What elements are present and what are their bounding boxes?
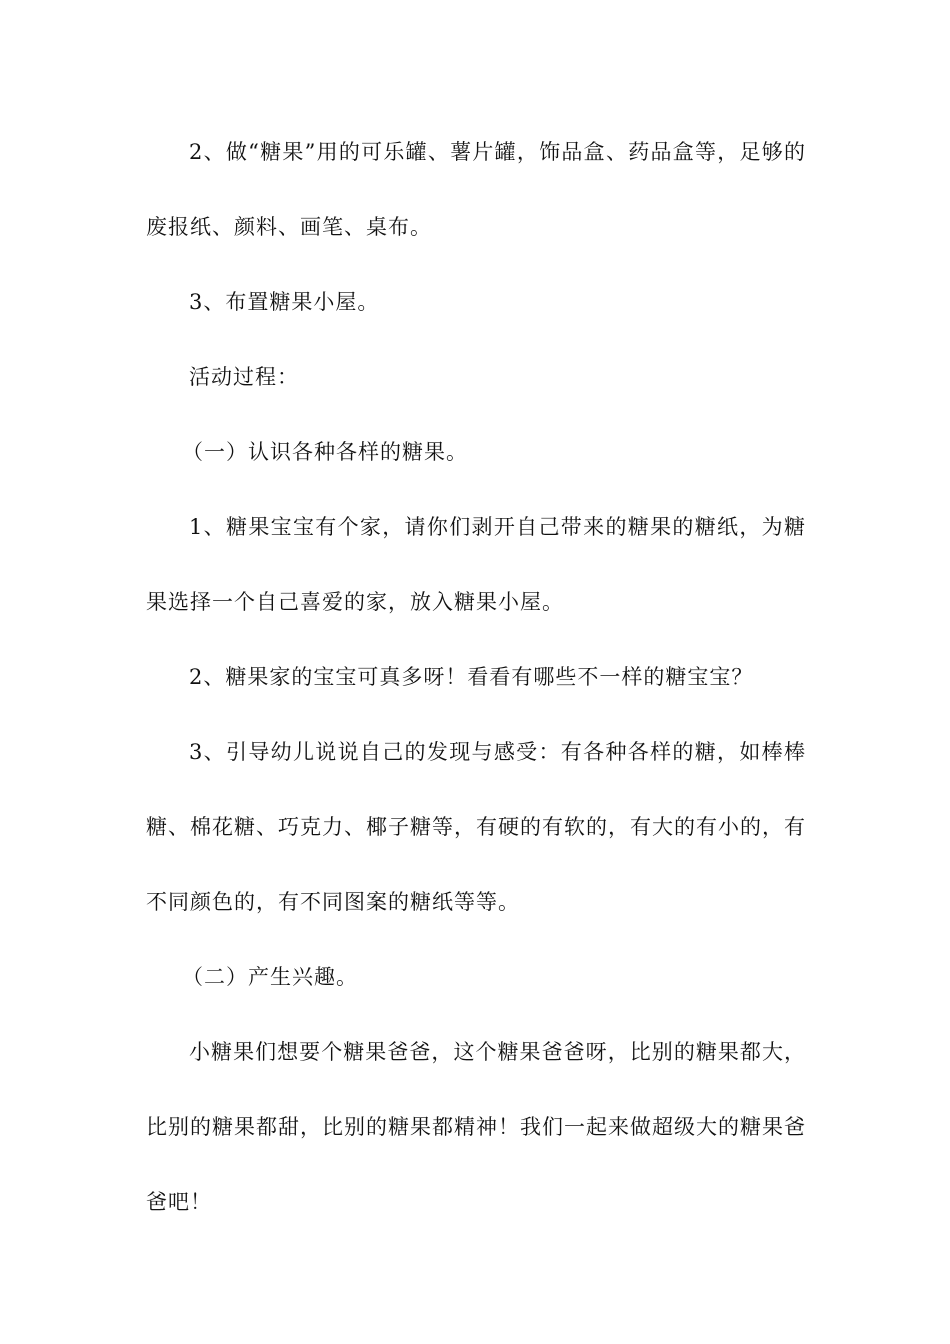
document-body bbox=[146, 115, 806, 1240]
subheading-part-2: （二）产生兴趣。 bbox=[182, 965, 358, 989]
paragraph-materials-2: 2、做“糖果”用的可乐罐、薯片罐，饰品盒、药品盒等，足够的废报纸、颜料、画笔、桌布。 bbox=[146, 140, 806, 239]
paragraph-step-1: 1、糖果宝宝有个家，请你们剥开自己带来的糖果的糖纸，为糖果选择一个自己喜爱的家，放入糖果小屋。 bbox=[146, 515, 806, 614]
paragraph-materials-3: 3、布置糖果小屋。 bbox=[189, 290, 380, 314]
paragraph-step-2: 2、糖果家的宝宝可真多呀！看看有哪些不一样的糖宝宝？ bbox=[189, 665, 754, 689]
paragraph-candy-father: 小糖果们想要个糖果爸爸，这个糖果爸爸呀，比别的糖果都大，比别的糖果都甜，比别的糖果都精神！我们一起来做超级大的糖果爸爸吧！ bbox=[146, 1040, 806, 1214]
section-heading-process: 活动过程： bbox=[189, 365, 299, 389]
subheading-part-1: （一）认识各种各样的糖果。 bbox=[182, 440, 468, 464]
paragraph-step-3: 3、引导幼儿说说自己的发现与感受：有各种各样的糖，如棒棒糖、棉花糖、巧克力、椰子糖等，有硬的有软的，有大的有小的，有不同颜色的，有不同图案的糖纸等等。 bbox=[146, 740, 806, 914]
